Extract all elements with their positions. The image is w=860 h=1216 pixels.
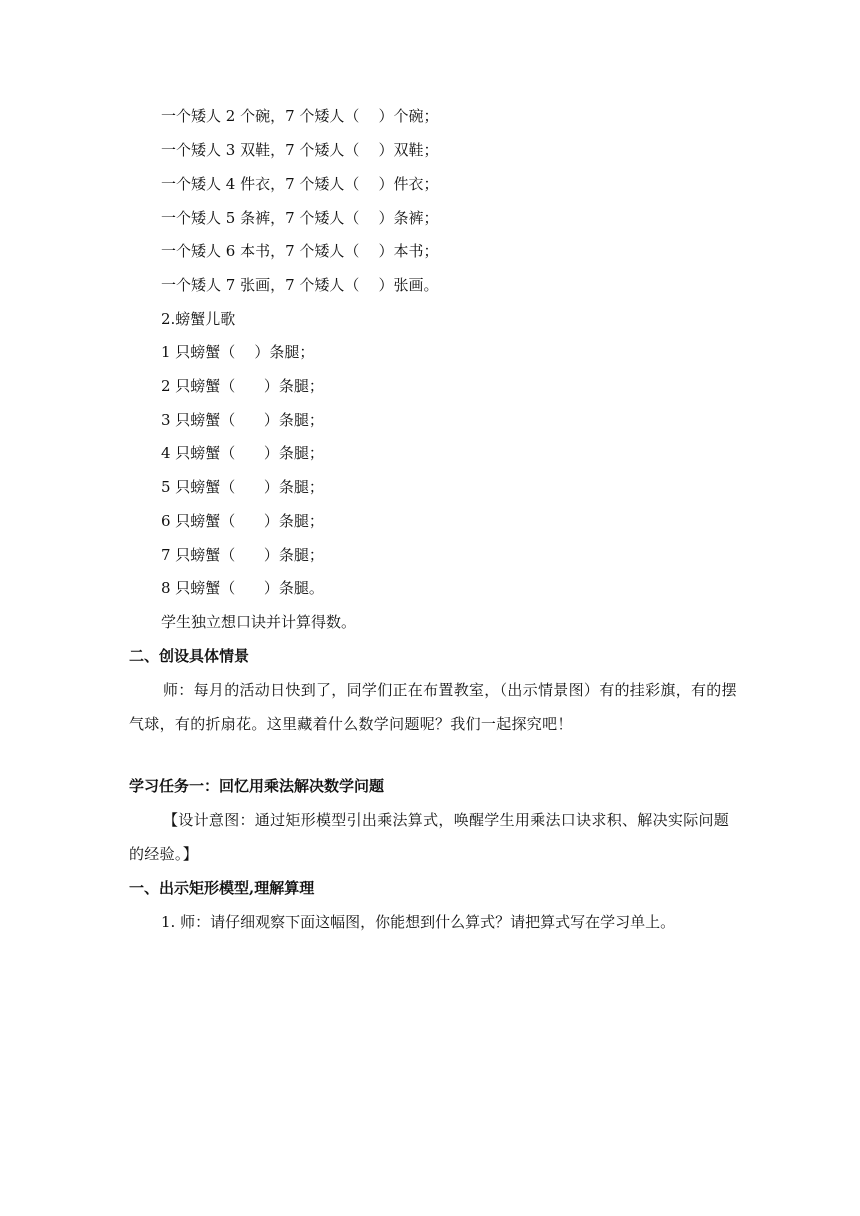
crab-line-1: 1 只螃蟹（ ）条腿； bbox=[161, 343, 315, 361]
dwarf-line-4: 一个矮人 5 条裤，7 个矮人（ ）条裤； bbox=[161, 209, 439, 227]
crab-line-3: 3 只螃蟹（ ）条腿； bbox=[161, 411, 324, 429]
dwarf-line-6: 一个矮人 7 张画，7 个矮人（ ）张画。 bbox=[161, 276, 439, 294]
crab-line-7: 7 只螃蟹（ ）条腿； bbox=[161, 546, 324, 564]
crab-line-2: 2 只螃蟹（ ）条腿； bbox=[161, 377, 324, 395]
crab-song-title: 2.螃蟹儿歌 bbox=[161, 310, 236, 328]
section-heading-scenario: 二、创设具体情景 bbox=[129, 647, 250, 665]
teacher-paragraph: 师：每月的活动日快到了，同学们正在布置教室，（出示情景图）有的挂彩旗，有的摆气球，有的折扇花。这里藏着什么数学问题呢？我们一起探究吧！ bbox=[129, 681, 737, 733]
dwarf-line-3: 一个矮人 4 件衣，7 个矮人（ ）件衣； bbox=[161, 175, 439, 193]
dwarf-line-1: 一个矮人 2 个碗，7 个矮人（ ）个碗； bbox=[161, 107, 439, 125]
section-heading-rectangle-model: 一、出示矩形模型,理解算理 bbox=[129, 879, 315, 897]
crab-line-5: 5 只螃蟹（ ）条腿； bbox=[161, 478, 324, 496]
crab-line-6: 6 只螃蟹（ ）条腿； bbox=[161, 512, 324, 530]
crab-line-8: 8 只螃蟹（ ）条腿。 bbox=[161, 579, 324, 597]
student-note: 学生独立想口诀并计算得数。 bbox=[161, 613, 357, 631]
dwarf-line-5: 一个矮人 6 本书，7 个矮人（ ）本书； bbox=[161, 242, 439, 260]
dwarf-line-2: 一个矮人 3 双鞋，7 个矮人（ ）双鞋； bbox=[161, 141, 439, 159]
instruction-item-1: 1. 师：请仔细观察下面这幅图，你能想到什么算式？请把算式写在学习单上。 bbox=[161, 913, 676, 931]
crab-line-4: 4 只螃蟹（ ）条腿； bbox=[161, 444, 324, 462]
design-intent-paragraph: 【设计意图：通过矩形模型引出乘法算式，唤醒学生用乘法口诀求积、解决实际问题的经验。】 bbox=[129, 811, 730, 863]
task1-heading: 学习任务一：回忆用乘法解决数学问题 bbox=[129, 777, 385, 795]
